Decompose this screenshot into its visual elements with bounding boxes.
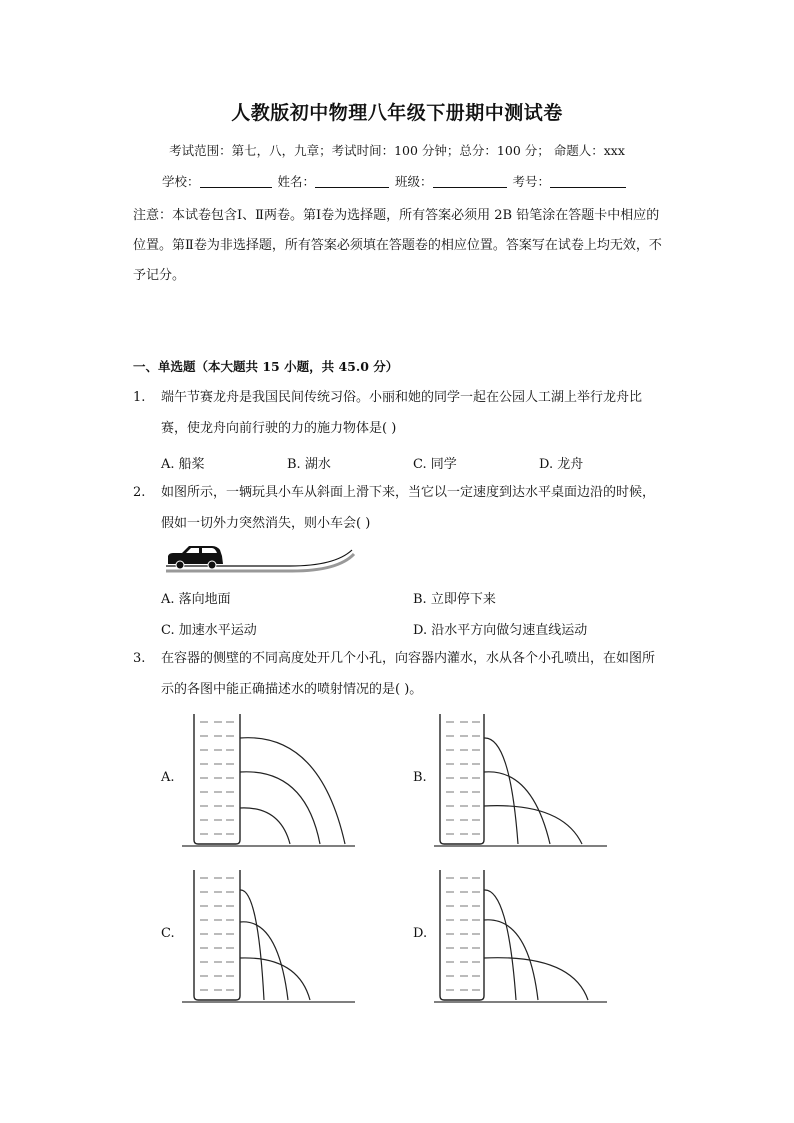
page-title: 人教版初中物理八年级下册期中测试卷 xyxy=(231,102,563,124)
jet-curves xyxy=(240,890,310,1000)
water-dashes xyxy=(200,878,234,990)
number-label: 考号： xyxy=(512,174,551,189)
question-3-text: 在容器的侧壁的不同高度处开几个小孔，向容器内灌水，水从各个小孔喷出，在如图所示的各图中能正确描述水的喷射情况的是( )。 xyxy=(161,651,656,697)
question-1-option-a: A. 船桨 xyxy=(161,457,205,472)
class-blank xyxy=(433,174,507,188)
school-label: 学校： xyxy=(162,174,200,189)
question-1-text: 端午节赛龙舟是我国民间传统习俗。小丽和她的同学一起在公园人工湖上举行龙舟比赛，使龙舟向前行驶的力的施力物体是( ) xyxy=(161,390,643,436)
name-label: 姓名： xyxy=(277,174,316,189)
class-label: 班级： xyxy=(395,174,433,189)
question-2-text: 如图所示，一辆玩具小车从斜面上滑下来，当它以一定速度到达水平桌面边沿的时候，假如一切外力突然消失，则小车会( ) xyxy=(161,485,656,531)
water-dashes xyxy=(200,722,234,834)
notice-text: 注意：本试卷包含Ⅰ、Ⅱ两卷。第Ⅰ卷为选择题，所有答案必须用 2B 铅笔涂在答题卡中相应的位置。第Ⅱ卷为非选择题，所有答案必须填在答题卷的相应位置。答案写在试卷上均无效，不予记分。 xyxy=(133,208,662,283)
question-2-option-c: C. 加速水平运动 xyxy=(161,623,257,638)
question-1-number: 1. xyxy=(133,390,146,405)
figure-b-water-jets xyxy=(432,710,612,850)
figure-a-label: A. xyxy=(161,770,175,785)
figure-d-label: D. xyxy=(413,926,428,941)
number-blank xyxy=(550,174,626,188)
question-1-option-d: D. 龙舟 xyxy=(539,457,584,472)
question-2-option-d: D. 沿水平方向做匀速直线运动 xyxy=(413,623,588,638)
question-1-option-c: C. 同学 xyxy=(413,457,457,472)
figure-a-water-jets xyxy=(180,710,360,850)
question-2-option-a: A. 落向地面 xyxy=(161,592,231,607)
figure-c-water-jets xyxy=(180,866,360,1006)
toy-car-figure xyxy=(160,540,360,576)
section-title: 一、单选题（本大题共 15 小题，共 45.0 分） xyxy=(133,359,399,374)
exam-info: 考试范围：第七，八，九章；考试时间：100 分钟；总分：100 分； 命题人：xxx xyxy=(169,143,625,158)
figure-d-water-jets xyxy=(432,866,612,1006)
figure-b-label: B. xyxy=(413,770,427,785)
student-info-line xyxy=(162,172,628,190)
question-2-number: 2. xyxy=(133,485,146,500)
figure-c-label: C. xyxy=(161,926,175,941)
school-blank xyxy=(200,174,272,188)
question-2-option-b: B. 立即停下来 xyxy=(413,592,496,607)
jet-curves xyxy=(240,738,345,844)
water-dashes xyxy=(446,878,480,990)
water-dashes xyxy=(446,722,480,834)
name-blank xyxy=(315,174,389,188)
jet-curves xyxy=(484,890,588,1000)
question-3-number: 3. xyxy=(133,651,146,666)
question-1-option-b: B. 湖水 xyxy=(287,457,331,472)
jet-curves xyxy=(484,738,582,844)
